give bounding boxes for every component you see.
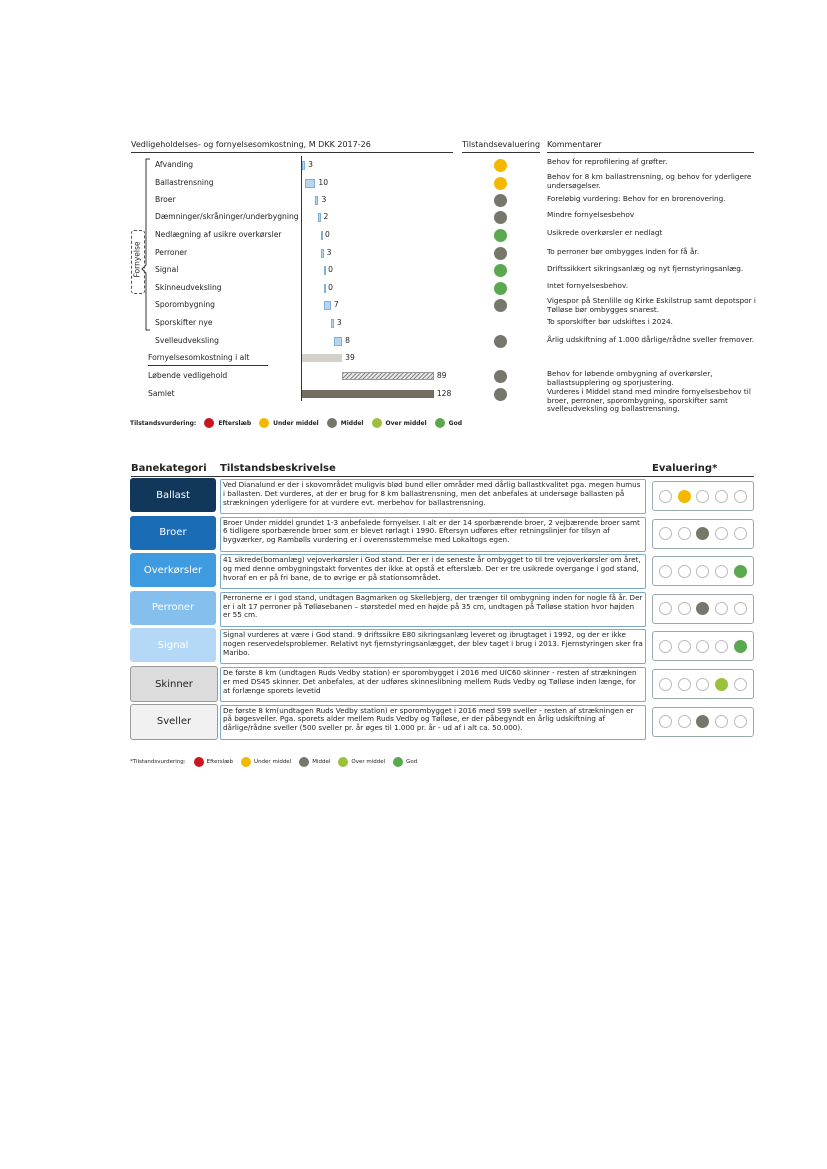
row-label: Løbende vedligehold (148, 371, 228, 380)
comment-text: Vurderes i Middel stand med mindre fornyelsesbehov til broer, perroner, sporombygning, sporskifter samt svelleudveksling og ballastrensning. (547, 387, 751, 414)
bar-value: 3 (308, 160, 313, 169)
condition-description: De første 8 km(undtagen Ruds Vedby station) er sporombygget i 2016 med S99 sveller - resten af strækningen er på bøgesveller. Pga. sporets alder mellem Ruds Vedby og Tølløse, er der påbegyndt en årlig udskiftning af dårlige/rådne sveller (500 sveller pr. år øges til 1.000 pr. år - ud af i alt ca. 50.000). (220, 705, 646, 740)
status-dot-icon (494, 194, 507, 207)
status-dot-icon (494, 282, 507, 295)
bar (318, 213, 320, 222)
header-rule (131, 152, 453, 153)
legend-item: Middel (312, 759, 331, 765)
bar-value: 8 (345, 336, 350, 345)
evaluation-indicator (652, 631, 754, 661)
category-label: Signal (130, 628, 216, 662)
comment-text: Intet fornyelsesbehov. (547, 281, 629, 290)
grey-dot-icon (299, 757, 309, 767)
evaluation-circle-icon (659, 640, 672, 653)
bar (324, 266, 326, 275)
grey-dot-icon (327, 418, 337, 428)
status-dot-icon (494, 177, 507, 190)
evaluation-circle-icon (734, 602, 747, 615)
evaluation-circle-icon (734, 527, 747, 540)
category-label: Perroner (130, 591, 216, 625)
status-dot-icon (494, 335, 507, 348)
comment-text: Årlig udskiftning af 1.000 dårlige/rådne sveller fremover. (547, 335, 755, 344)
evaluation-circle-icon (696, 527, 709, 540)
bar-value: 0 (328, 283, 333, 292)
bar-value: 39 (345, 353, 355, 362)
evaluation-circle-icon (678, 527, 691, 540)
row-label: Sporskifter nye (155, 318, 213, 327)
green-dot-icon (393, 757, 403, 767)
evaluation-circle-icon (659, 565, 672, 578)
bar-value: 10 (318, 178, 329, 187)
category-label: Overkørsler (130, 553, 216, 587)
comment-text: Usikrede overkørsler er nedlagt (547, 228, 663, 237)
header-description: Tilstandsbeskrivelse (220, 463, 336, 474)
bar (321, 231, 323, 240)
status-dot-icon (494, 211, 507, 224)
bar-value: 3 (326, 248, 332, 257)
status-legend (130, 418, 466, 428)
legend-title: Tilstandsvurdering: (130, 419, 197, 427)
green-dot-icon (435, 418, 445, 428)
evaluation-circle-icon (715, 715, 728, 728)
table-legend (130, 757, 422, 767)
evaluation-circle-icon (715, 490, 728, 503)
evaluation-indicator (652, 481, 754, 511)
legend-item: Under middel (254, 759, 292, 765)
evaluation-circle-icon (678, 715, 691, 728)
eval-header: Tilstandsevaluering (462, 140, 541, 149)
evaluation-circle-icon (734, 565, 747, 578)
comment-text: Behov for 8 km ballastrensning, og behov for yderligere undersøgelser. (547, 172, 752, 190)
evaluation-indicator (652, 669, 754, 699)
bar-value: 128 (436, 389, 452, 398)
evaluation-circle-icon (678, 678, 691, 691)
row-label: Afvanding (155, 160, 194, 169)
header-rule (131, 476, 754, 477)
bar-value: 0 (325, 230, 330, 239)
evaluation-circle-icon (715, 640, 728, 653)
condition-description: Broer Under middel grundet 1-3 anbefalede fornyelser. I alt er der 14 sporbærende broer, 2 vejbærende broer samt 6 tidligere sporbærende broer som er blevet rørlagt i 1990. Eftersyn udføres efter retningslinjer for tilsyn af bygværker, og Rambølls vurdering er i overensstemmelse med Lokaltogs egen. (220, 517, 646, 552)
lightgreen-dot-icon (372, 418, 382, 428)
status-dot-icon (494, 299, 507, 312)
condition-description: Ved Dianalund er der i skovområdet muligvis blød bund eller områder med dårlig ballastkvalitet pga. megen humus i ballasten. Det vurderes, at der er brug for 8 km ballastrensning, men det anbefales at undersøge ballasten på strækningen yderligere for at vurdere evt. merbehov for ballastrensning. (220, 479, 646, 514)
evaluation-circle-icon (696, 490, 709, 503)
legend-title: *Tilstandsvurdering: (130, 759, 186, 765)
evaluation-circle-icon (659, 602, 672, 615)
bar (324, 301, 331, 310)
evaluation-circle-icon (678, 640, 691, 653)
evaluation-circle-icon (696, 715, 709, 728)
comment-text: Mindre fornyelsesbehov (547, 210, 635, 219)
row-label: Skinneudveksling (155, 283, 222, 292)
legend-item: Efterslæb (218, 419, 252, 427)
bar (315, 196, 318, 205)
lightgreen-dot-icon (338, 757, 348, 767)
evaluation-circle-icon (715, 602, 728, 615)
bar-value: 7 (333, 300, 339, 309)
red-dot-icon (204, 418, 214, 428)
bar (321, 249, 324, 258)
category-label: Sveller (130, 704, 218, 740)
status-dot-icon (494, 159, 507, 172)
evaluation-circle-icon (678, 490, 691, 503)
evaluation-circle-icon (734, 678, 747, 691)
condition-description: De første 8 km (undtagen Ruds Vedby station) er sporombygget i 2016 med UIC60 skinner - resten af strækningen er med DS45 skinner. Det anbefales, at der udføres skinneslibning mellem Ruds Vedby og Tølløse inden længe, for at forlænge sporets levetid (220, 667, 646, 702)
comment-text: To perroner bør ombygges inden for få år. (547, 247, 700, 256)
legend-item: God (448, 419, 462, 427)
condition-description: 41 sikrede(bomanlæg) vejoverkørsler i God stand. Der er i de seneste år ombygget to til tre vejoverkørsler om året, og med denne ombygningstakt forventes der ikke at opstå et efterslæb. Der er tre usikrede overgange i god stand, hvoraf en er på fri bane, de to øvrige er på stationsområdet. (220, 554, 646, 589)
group-label: Fornyelse (132, 241, 142, 278)
row-label: Svelleudveksling (155, 336, 219, 345)
comment-text: Foreløbig vurdering: Behov for en brorenovering. (547, 194, 726, 203)
comment-text: To sporskifter bør udskiftes i 2024. (547, 317, 673, 326)
category-label: Ballast (130, 478, 216, 512)
legend-item: Under middel (273, 419, 319, 427)
legend-item: Efterslæb (206, 759, 234, 765)
evaluation-circle-icon (659, 490, 672, 503)
bar (302, 354, 342, 362)
row-label: Perroner (155, 248, 188, 257)
bar (324, 284, 326, 293)
bar (342, 372, 434, 380)
evaluation-circle-icon (659, 527, 672, 540)
chart-title: Vedligeholdelses- og fornyelsesomkostning, M DKK 2017-26 (131, 140, 371, 149)
legend-item: Over middel (385, 419, 427, 427)
bar-value: 0 (328, 265, 333, 274)
evaluation-circle-icon (715, 565, 728, 578)
evaluation-indicator (652, 519, 754, 549)
bar-value: 89 (436, 371, 447, 380)
evaluation-circle-icon (696, 640, 709, 653)
comment-text: Behov for løbende ombygning af overkørsler, ballastsupplering og sporjustering. (547, 369, 713, 387)
row-label: Samlet (148, 389, 175, 398)
bar-value: 3 (336, 318, 342, 327)
header-rule (547, 152, 754, 153)
evaluation-circle-icon (696, 565, 709, 578)
header-rule (462, 152, 540, 153)
evaluation-circle-icon (734, 715, 747, 728)
yellow-dot-icon (241, 757, 251, 767)
comment-text: Vigespor på Stenlille og Kirke Eskilstrup samt depotspor i Tølløse bør ombygges snarest. (547, 296, 756, 314)
row-label: Sporombygning (155, 300, 215, 309)
evaluation-circle-icon (696, 678, 709, 691)
header-category: Banekategori (131, 463, 207, 474)
evaluation-circle-icon (678, 565, 691, 578)
row-label: Signal (155, 265, 179, 274)
evaluation-circle-icon (734, 640, 747, 653)
legend-item: Over middel (351, 759, 386, 765)
bar (302, 390, 434, 398)
category-label: Broer (130, 516, 216, 550)
row-label: Dæmninger/skråninger/underbygning (155, 212, 299, 221)
evaluation-circle-icon (678, 602, 691, 615)
evaluation-indicator (652, 556, 754, 586)
red-dot-icon (194, 757, 204, 767)
condition-description: Perronerne er i god stand, undtagen Bagmarken og Skellebjerg, der trænger til ombygning inden for nogle få år. Der er i alt 17 perroner på Tølløsebanen – størstedel med en højde på 35 cm, undtagen på Tølløse station hvor højden er 55 cm. (220, 592, 646, 627)
chart-axis (301, 156, 302, 401)
comment-text: Behov for reprofilering af grøfter. (547, 157, 668, 166)
row-label: Broer (155, 195, 176, 204)
bar (302, 161, 305, 170)
bar (331, 319, 334, 328)
status-dot-icon (494, 388, 507, 401)
row-label: Nedlægning af usikre overkørsler (155, 230, 282, 239)
bar (305, 179, 315, 188)
status-dot-icon (494, 229, 507, 242)
evaluation-circle-icon (696, 602, 709, 615)
yellow-dot-icon (259, 418, 269, 428)
total-rule (148, 365, 268, 366)
evaluation-indicator (652, 594, 754, 624)
category-label: Skinner (130, 666, 218, 702)
status-dot-icon (494, 247, 507, 260)
evaluation-circle-icon (715, 678, 728, 691)
status-dot-icon (494, 370, 507, 383)
bar-value: 3 (321, 195, 327, 204)
legend-item: Middel (340, 419, 364, 427)
row-label: Fornyelsesomkostning i alt (148, 353, 250, 362)
row-label: Ballastrensning (155, 178, 214, 187)
comment-text: Driftssikkert sikringsanlæg og nyt fjernstyringsanlæg. (547, 264, 744, 273)
legend-item: God (406, 759, 418, 765)
status-dot-icon (494, 264, 507, 277)
bar (334, 337, 342, 346)
evaluation-circle-icon (734, 490, 747, 503)
comment-header: Kommentarer (547, 140, 602, 149)
evaluation-circle-icon (659, 678, 672, 691)
bar-value: 2 (323, 212, 329, 221)
evaluation-indicator (652, 707, 754, 737)
header-evaluation: Evaluering* (652, 463, 718, 474)
evaluation-circle-icon (715, 527, 728, 540)
condition-description: Signal vurderes at være i God stand. 9 driftssikre E80 sikringsanlæg leveret og ibrugtaget i 1992, og der er ikke nogen reservedelsproblemer. Relativt nyt fjernstyringsanlægget, der blev taget i brug i 2013. Fjernstyringen sker fra Maribo. (220, 629, 646, 664)
evaluation-circle-icon (659, 715, 672, 728)
